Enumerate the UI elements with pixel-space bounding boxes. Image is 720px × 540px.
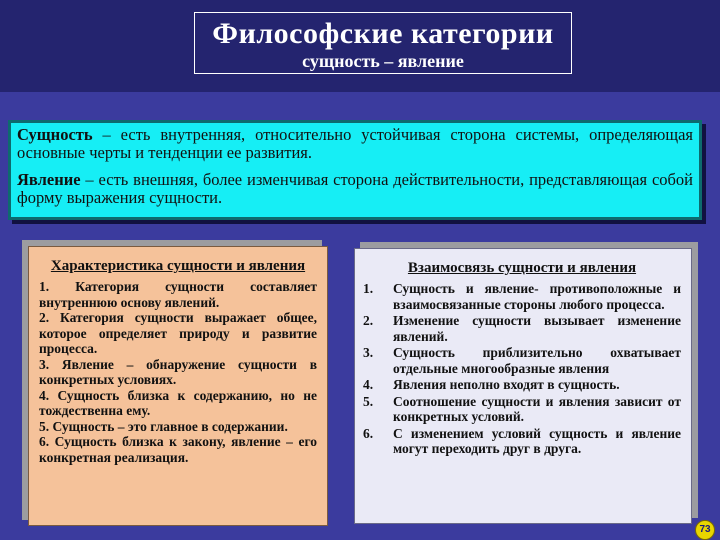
page-title: Философские категории [212,17,554,50]
list-item [363,281,681,312]
title-box [194,12,572,74]
list-item-text: Сущность приблизительно охватывает отдельные многообразные явления [393,345,681,376]
list-item-text: Сущность и явление- противоположные и взаимосвязанные стороны любого процесса. [393,281,681,312]
list-item: 3. Явление – обнаружение сущности в конкретных условиях. [39,356,317,387]
list-item [363,426,681,457]
list-item [363,377,681,393]
essence-definition [17,126,693,162]
list-item-number: 2. [363,313,374,328]
right-panel-title: Взаимосвязь сущности и явления [407,260,637,276]
left-panel [28,246,328,526]
list-item: 5. Сущность – это главное в содержании. [39,418,288,434]
list-item-number: 4. [363,377,374,392]
essence-term: Сущность [17,125,93,144]
page-subtitle: сущность – явление [302,51,464,71]
phenomenon-text: – есть внешняя, более изменчивая сторона действительности, представляющая собой форму выражения сущности. [17,170,693,207]
list-item-number: 1. [363,281,374,296]
list-item [363,394,681,425]
list-item: 6. Сущность близка к закону, явление – его конкретная реализация. [39,434,317,465]
list-item: 1. Категория сущности составляет внутреннюю основу явлений. [39,279,317,310]
definitions-box [8,120,702,220]
list-item-text: Явления неполно входят в сущность. [393,377,620,392]
list-item-number: 5. [363,393,374,409]
phenomenon-definition [17,171,693,207]
right-panel [354,248,692,524]
list-item-text: С изменением условий сущность и явление могут переходить друг в друга. [393,425,681,456]
essence-text: – есть внутренняя, относительно устойчивая сторона системы, определяющая основные черты и тенденции ее развития. [17,125,693,162]
list-item-text: Изменение сущности вызывает изменение явлений. [393,313,681,344]
page-number-badge: 73 [695,520,715,540]
list-item [363,313,681,344]
list-item: 4. Сущность близка к содержанию, но не тождественна ему. [39,387,317,418]
list-item-number: 6. [363,425,374,441]
list-item [363,345,681,376]
left-panel-title: Характеристика сущности и явления [50,258,306,274]
list-item-number: 3. [363,345,374,360]
list-item-text: Соотношение сущности и явления зависит от конкретных условий. [393,393,681,424]
phenomenon-term: Явление [17,170,81,189]
list-item: 2. Категория сущности выражает общее, которое определяет природу и развитие процесса. [39,310,317,356]
left-list [39,279,317,465]
